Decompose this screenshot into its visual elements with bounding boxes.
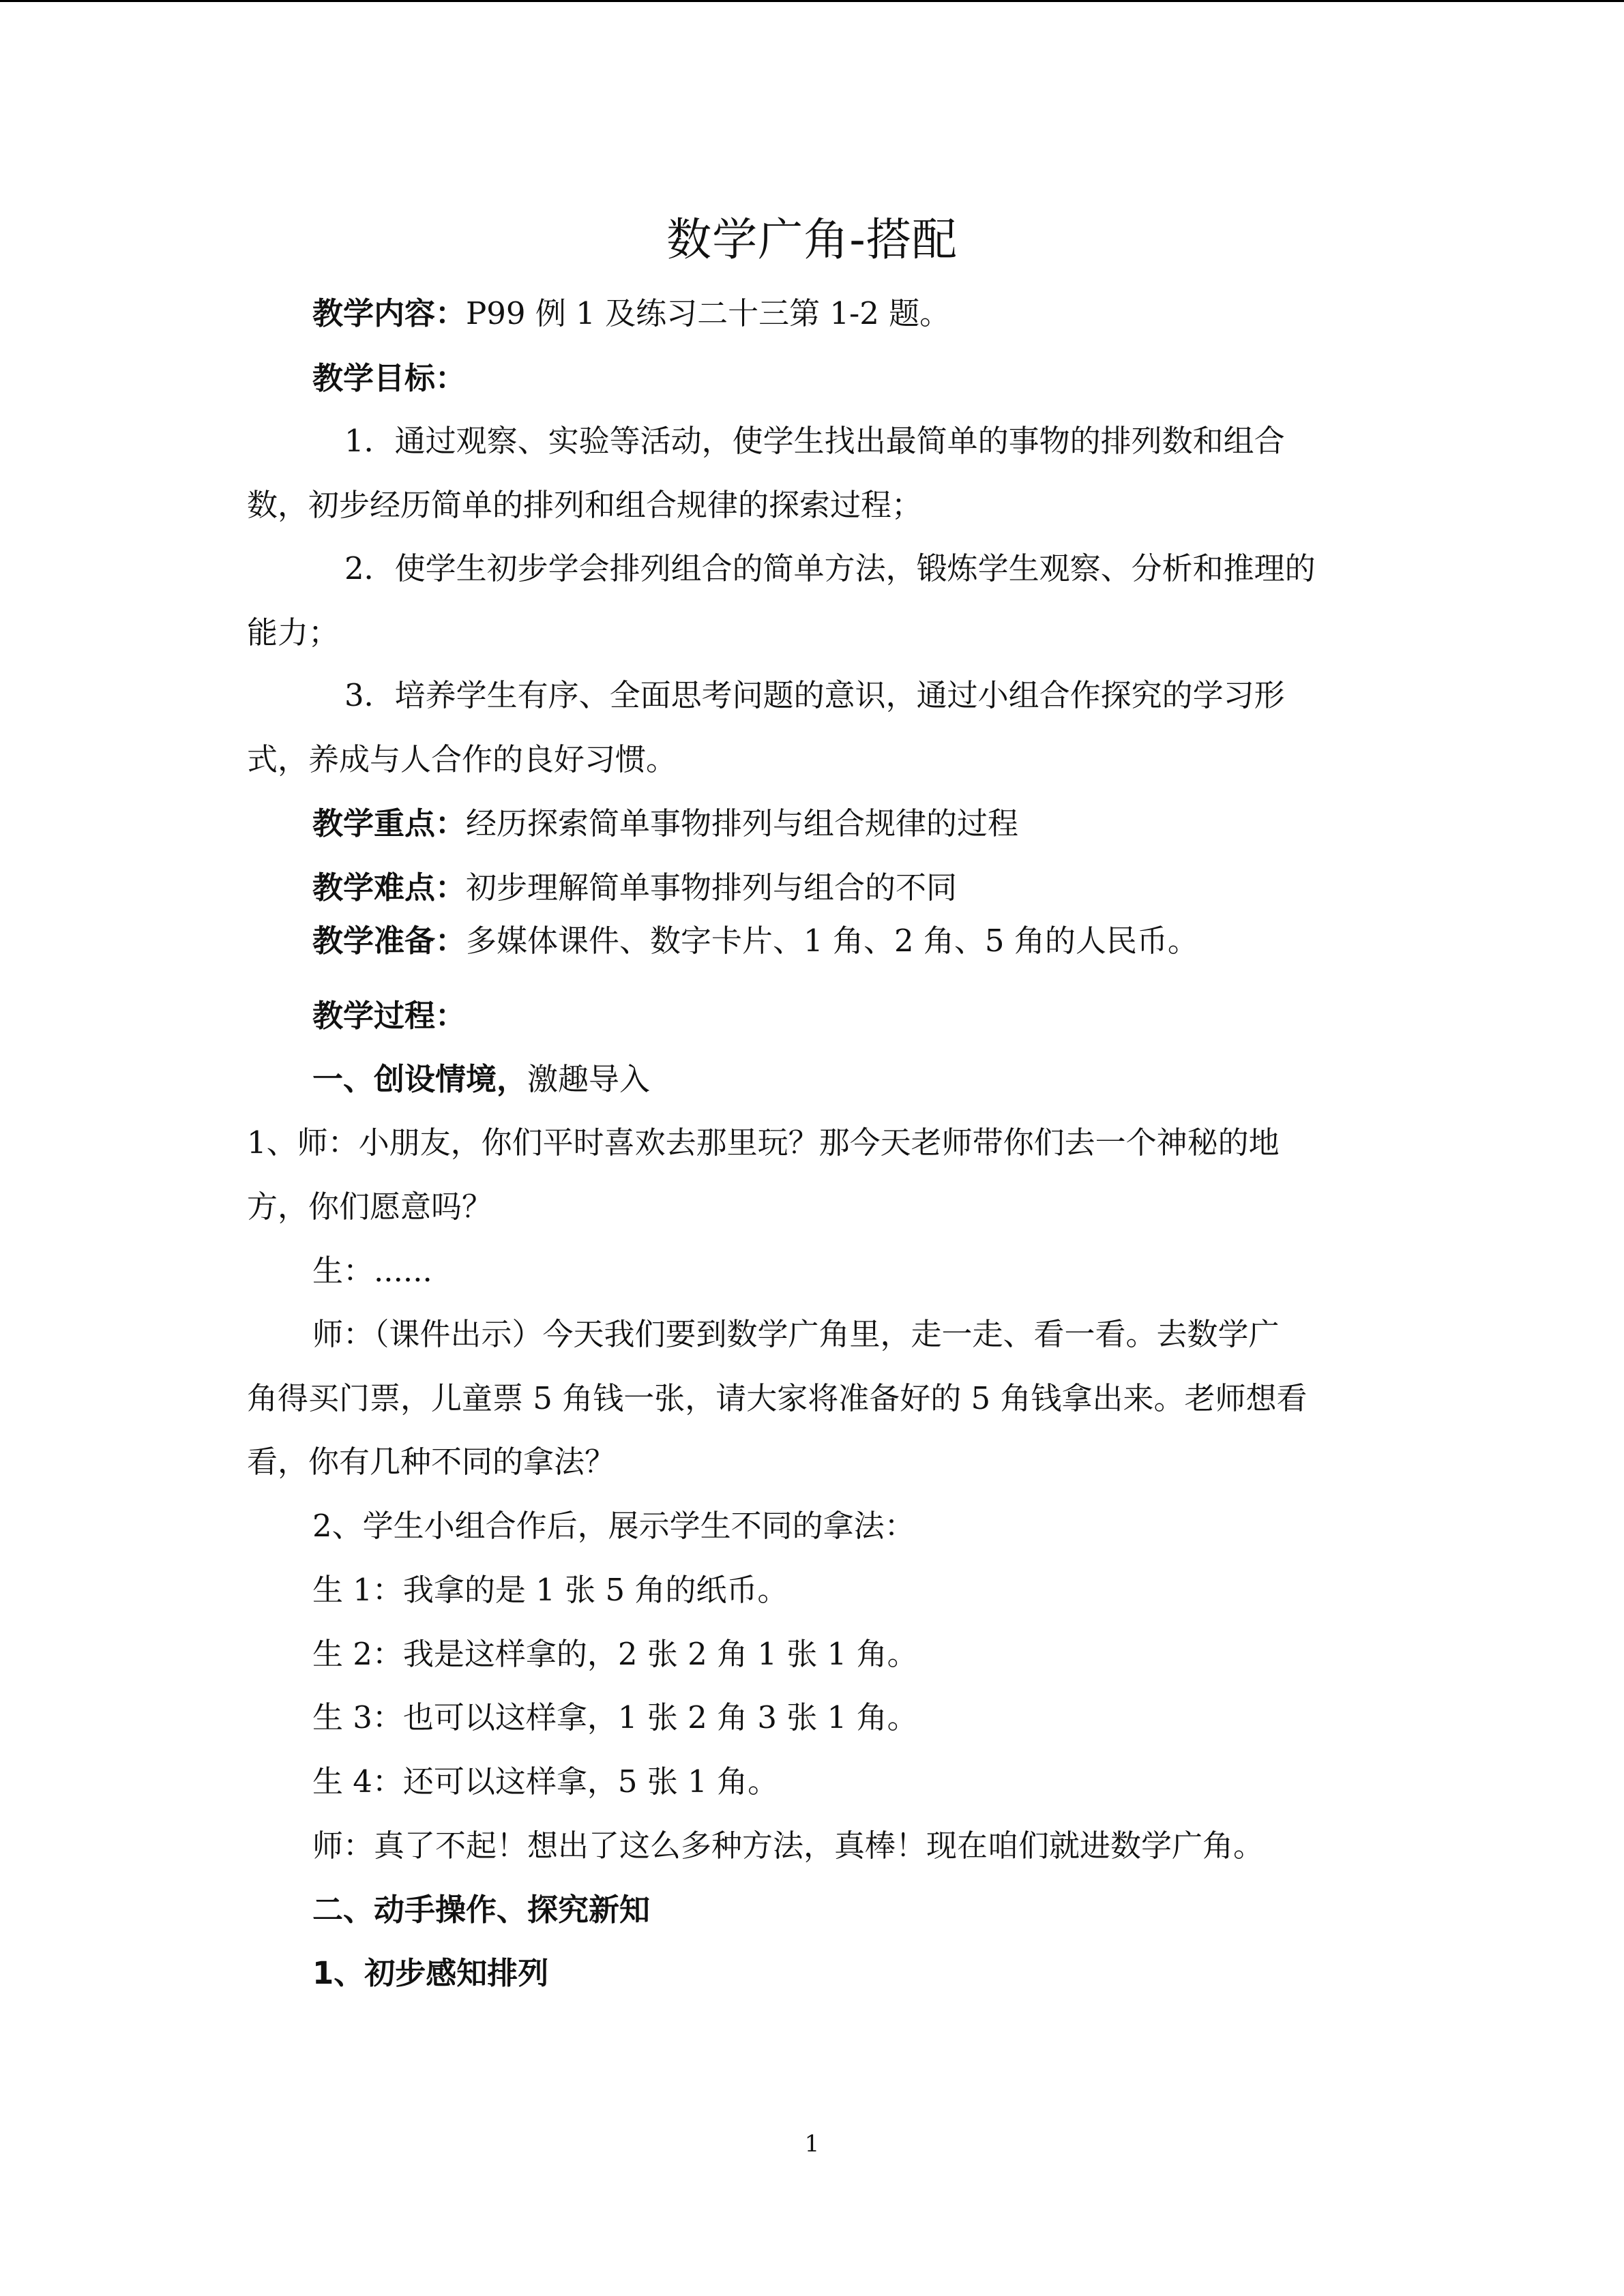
goal-2-line-2: 能力； xyxy=(247,614,340,651)
paragraph-1-line-2: 方，你们愿意吗？ xyxy=(247,1189,493,1225)
goal-1-line-1: 1．通过观察、实验等活动，使学生找出最简单的事物的排列数和组合 xyxy=(344,423,1285,459)
key-point-text: 经历探索简单事物排列与组合规律的过程 xyxy=(466,805,1019,841)
student-answer-2: 生 2：我是这样拿的，2 张 2 角 1 张 1 角。 xyxy=(312,1636,918,1672)
section-1-heading xyxy=(312,1059,650,1100)
paragraph-2-line-2: 角得买门票，儿童票 5 角钱一张，请大家将准备好的 5 角钱拿出来。老师想看 xyxy=(247,1380,1308,1416)
teaching-content-label: 教学内容： xyxy=(312,295,467,331)
section-2-heading: 二、动手操作、探究新知 xyxy=(312,1892,651,1928)
paragraph-1-line-1: 1、师：小朋友，你们平时喜欢去那里玩？那今天老师带你们去一个神秘的地 xyxy=(247,1124,1280,1161)
goal-3-line-1: 3．培养学生有序、全面思考问题的意识，通过小组合作探究的学习形 xyxy=(344,677,1285,713)
preparation-text: 多媒体课件、数字卡片、1 角、2 角、5 角的人民币。 xyxy=(466,923,1198,959)
document-title: 数学广角-搭配 xyxy=(666,213,958,266)
section-1-heading-normal: 激趣导入 xyxy=(527,1061,651,1097)
paragraph-2-line-1: 师：（课件出示）今天我们要到数学广角里，走一走、看一看。去数学广 xyxy=(312,1316,1280,1352)
paragraph-3: 2、学生小组合作后，展示学生不同的拿法： xyxy=(312,1508,915,1544)
student-reply: 生：...... xyxy=(312,1253,432,1289)
teaching-content-line xyxy=(312,293,950,334)
section-1-heading-bold: 一、创设情境， xyxy=(312,1061,528,1097)
teaching-process-heading: 教学过程： xyxy=(312,998,467,1034)
goal-1-line-2: 数，初步经历简单的排列和组合规律的探索过程； xyxy=(247,487,923,523)
subsection-1-heading: 1、初步感知排列 xyxy=(312,1955,549,1991)
preparation-label: 教学准备： xyxy=(312,923,467,959)
goal-2-line-1: 2．使学生初步学会排列组合的简单方法，锻炼学生观察、分析和推理的 xyxy=(344,550,1316,586)
difficulty-text: 初步理解简单事物排列与组合的不同 xyxy=(466,869,958,906)
teaching-goals-heading: 教学目标： xyxy=(312,360,467,396)
difficulty-label: 教学难点： xyxy=(312,869,467,906)
page-number: 1 xyxy=(804,2130,820,2158)
student-answer-1: 生 1：我拿的是 1 张 5 角的纸币。 xyxy=(312,1572,788,1608)
preparation-line xyxy=(312,921,1198,961)
key-point-line xyxy=(312,803,1018,844)
teacher-praise: 师：真了不起！想出了这么多种方法，真棒！现在咱们就进数学广角。 xyxy=(312,1828,1265,1864)
student-answer-4: 生 4：还可以这样拿，5 张 1 角。 xyxy=(312,1763,779,1800)
student-answer-3: 生 3：也可以这样拿，1 张 2 角 3 张 1 角。 xyxy=(312,1699,918,1735)
paragraph-2-line-3: 看，你有几种不同的拿法？ xyxy=(247,1444,616,1480)
difficulty-line xyxy=(312,867,957,908)
teaching-content-text: P99 例 1 及练习二十三第 1-2 题。 xyxy=(466,295,951,331)
goal-3-line-2: 式，养成与人合作的良好习惯。 xyxy=(247,741,677,777)
key-point-label: 教学重点： xyxy=(312,805,467,841)
